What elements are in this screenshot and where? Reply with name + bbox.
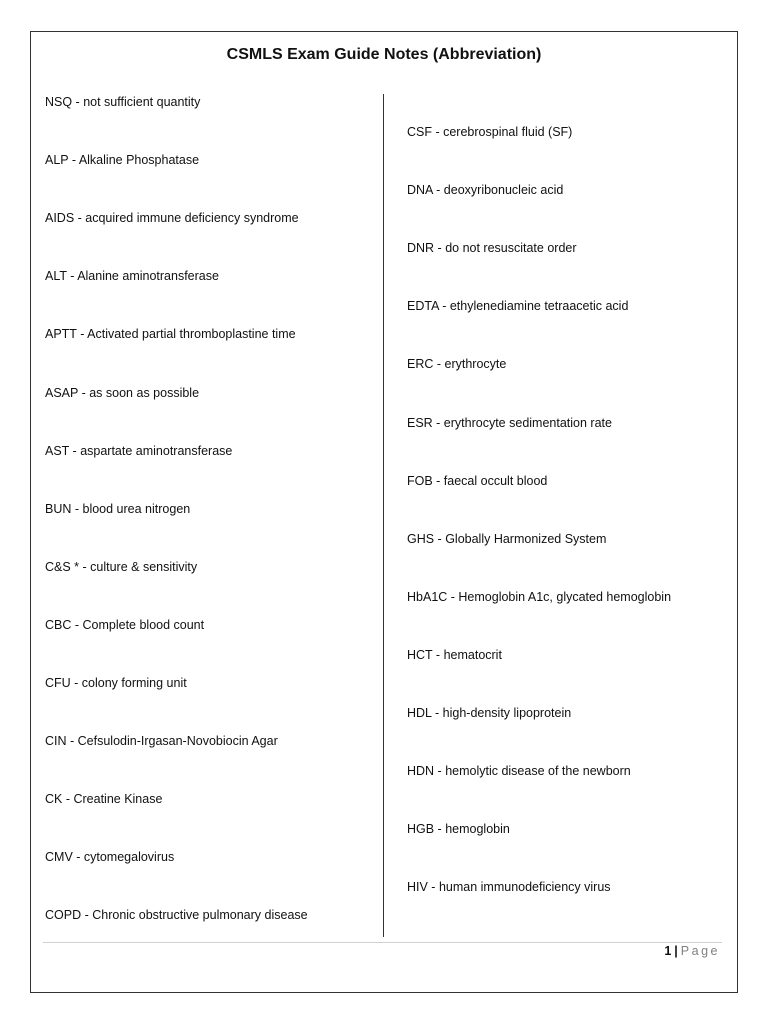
- left-abbreviation-entry: CIN - Cefsulodin-Irgasan-Novobiocin Agar: [45, 734, 278, 749]
- left-abbreviation-entry: ALP - Alkaline Phosphatase: [45, 153, 200, 168]
- right-abbreviation-entry: FOB - faecal occult blood: [407, 473, 548, 488]
- page-number: 1: [664, 944, 672, 958]
- right-abbreviation-entry: EDTA - ethylenediamine tetraacetic acid: [407, 299, 629, 314]
- right-abbreviation-entry: GHS - Globally Harmonized System: [407, 531, 607, 546]
- page-footer: [664, 944, 720, 958]
- right-abbreviation-entry: DNR - do not resuscitate order: [407, 241, 577, 256]
- left-abbreviation-entry: CFU - colony forming unit: [45, 676, 187, 690]
- left-abbreviation-entry: CK - Creatine Kinase: [45, 792, 163, 807]
- right-abbreviation-entry: HbA1C - Hemoglobin A1c, glycated hemoglobin: [407, 589, 672, 604]
- footer-separator: |: [674, 944, 678, 958]
- left-abbreviation-entry: BUN - blood urea nitrogen: [45, 501, 191, 516]
- left-abbreviation-entry: ASAP - as soon as possible: [45, 385, 200, 400]
- right-abbreviation-entry: DNA - deoxyribonucleic acid: [407, 183, 564, 198]
- right-abbreviation-entry: ERC - erythrocyte: [407, 357, 507, 372]
- page-label: Page: [680, 944, 720, 958]
- right-abbreviation-entry: CSF - cerebrospinal fluid (SF): [407, 125, 573, 139]
- right-abbreviation-entry: HDL - high-density lipoprotein: [407, 706, 572, 720]
- left-abbreviation-entry: ALT - Alanine aminotransferase: [45, 269, 219, 284]
- page-title: CSMLS Exam Guide Notes (Abbreviation): [226, 46, 542, 63]
- left-abbreviation-entry: AST - aspartate aminotransferase: [45, 443, 233, 458]
- right-abbreviation-entry: HIV - human immunodeficiency virus: [407, 880, 611, 895]
- left-abbreviation-entry: NSQ - not sufficient quantity: [45, 95, 201, 109]
- right-abbreviation-entry: ESR - erythrocyte sedimentation rate: [407, 415, 612, 430]
- left-abbreviation-entry: C&S * - culture & sensitivity: [45, 559, 198, 574]
- right-abbreviation-entry: HGB - hemoglobin: [407, 822, 510, 837]
- footer-divider: [43, 942, 722, 943]
- left-abbreviation-entry: CMV - cytomegalovirus: [45, 850, 175, 865]
- right-abbreviation-entry: HDN - hemolytic disease of the newborn: [407, 764, 631, 779]
- left-abbreviation-entry: CBC - Complete blood count: [45, 617, 205, 632]
- left-abbreviation-entry: APTT - Activated partial thromboplastine time: [45, 327, 296, 342]
- left-abbreviation-entry: AIDS - acquired immune deficiency syndrome: [45, 211, 299, 226]
- left-abbreviation-entry: COPD - Chronic obstructive pulmonary disease: [45, 908, 308, 923]
- right-abbreviation-entry: HCT - hematocrit: [407, 647, 502, 662]
- column-divider: [383, 94, 384, 937]
